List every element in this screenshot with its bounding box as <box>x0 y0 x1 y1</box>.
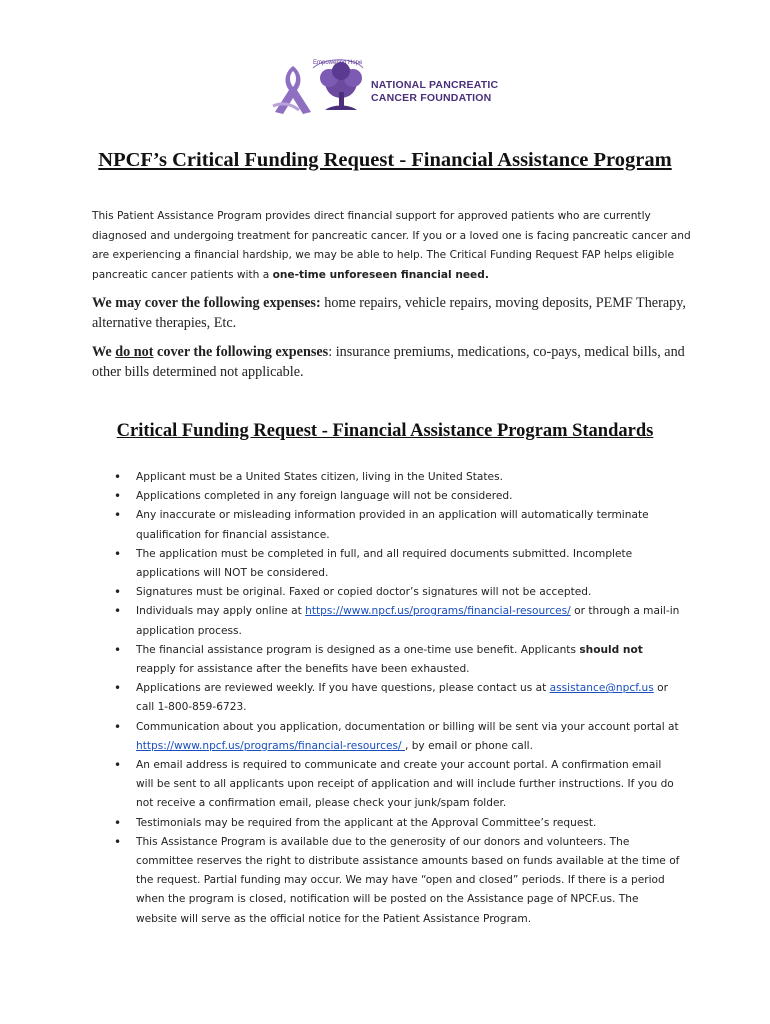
cover-text: home repairs, vehicle repairs, moving deposits, PEMF Therapy, alternative therapies, Etc. <box>92 295 686 331</box>
page-title: NPCF’s Critical Funding Request - Financial Assistance Program <box>98 149 672 171</box>
account-portal-link[interactable]: https://www.npcf.us/programs/financial-resources/ <box>136 739 405 752</box>
logo-line-1: NATIONAL PANCREATIC <box>371 79 499 91</box>
not-cover-we: We <box>92 344 116 360</box>
should-not-bold: should not <box>579 643 643 656</box>
list-item <box>112 718 682 756</box>
list-item: • Testimonials may be required from the applicant at the Approval Committee’s request. <box>112 814 682 833</box>
intro-text: This Patient Assistance Program provides direct financial support for approved patients who are currently diagnosed and undergoing treatment for pancreatic cancer. If you or a loved one is facing pancreatic cancer and are experiencing a financial hardship, we may be able to help. The Critical Funding Request FAP helps eligible pancreatic cancer patients with a <box>92 210 691 281</box>
not-cover-expenses <box>92 342 692 382</box>
s8-pre: Applications are reviewed weekly. If you have questions, please contact us at <box>136 682 550 695</box>
cover-expenses <box>92 293 692 333</box>
intro-bold: one-time unforeseen financial need. <box>272 268 489 281</box>
not-cover-text: : insurance premiums, medications, co-pays, medical bills, and other bills determined not applicable. <box>92 344 685 380</box>
assistance-email-link[interactable]: assistance@npcf.us <box>549 682 654 695</box>
s7-pre: The financial assistance program is designed as a one-time use benefit. Applicants <box>136 643 580 656</box>
list-item: • Signatures must be original. Faxed or copied doctor’s signatures will not be accepted. <box>112 583 682 602</box>
s6-pre: Individuals may apply online at <box>136 605 306 618</box>
standards-list <box>112 468 682 929</box>
s8-post: or call 1-800-859-6723. <box>136 682 668 714</box>
logo-arc-text: Empowering Hope <box>313 60 363 66</box>
list-item <box>112 641 682 679</box>
ribbon-tree-logo-icon <box>263 58 368 118</box>
s9-post: , by email or phone call. <box>404 739 533 752</box>
s6-post: or through a mail-in application process. <box>136 605 680 637</box>
list-item: • An email address is required to communicate and create your account portal. A confirmation email will be sent to all applicants upon receipt of application and will include further instructions. If you do not receive a confirmation email, please check your junk/spam folder. <box>112 756 682 814</box>
s9-pre: Communication about you application, documentation or billing will be sent via your account portal at <box>136 720 679 733</box>
list-item: • This Assistance Program is available due to the generosity of our donors and volunteers. The committee reserves the right to distribute assistance amounts based on funds available at the time of the request. Partial funding may occur. We may have “open and closed” periods. If there is a period when the program is closed, notification will be posted on the Assistance page of NPCF.us. The website will serve as the official notice for the Patient Assistance Program. <box>112 833 682 929</box>
financial-resources-link[interactable]: https://www.npcf.us/programs/financial-resources/ <box>305 605 571 618</box>
npcf-logo <box>263 58 513 118</box>
list-item: • Applications completed in any foreign language will not be considered. <box>112 487 682 506</box>
list-item: • The application must be completed in full, and all required documents submitted. Incomplete applications will NOT be considered. <box>112 545 682 583</box>
intro-paragraph <box>92 207 692 285</box>
not-cover-label <box>92 344 328 360</box>
s7-post: reapply for assistance after the benefits have been exhausted. <box>136 663 470 676</box>
list-item: • Applicant must be a United States citizen, living in the United States. <box>112 468 682 487</box>
list-item <box>112 602 682 640</box>
not-cover-label-rest: cover the following expenses <box>153 344 329 360</box>
do-not-underlined: do not <box>115 344 154 360</box>
list-item <box>112 679 682 717</box>
logo-line-2: CANCER FOUNDATION <box>371 91 492 104</box>
logo-text <box>371 79 498 104</box>
standards-title: Critical Funding Request - Financial Assistance Program Standards <box>116 421 654 441</box>
list-item: • Any inaccurate or misleading information provided in an application will automatically terminate qualification for financial assistance. <box>112 506 682 544</box>
cover-label: We may cover the following expenses: <box>92 295 321 311</box>
